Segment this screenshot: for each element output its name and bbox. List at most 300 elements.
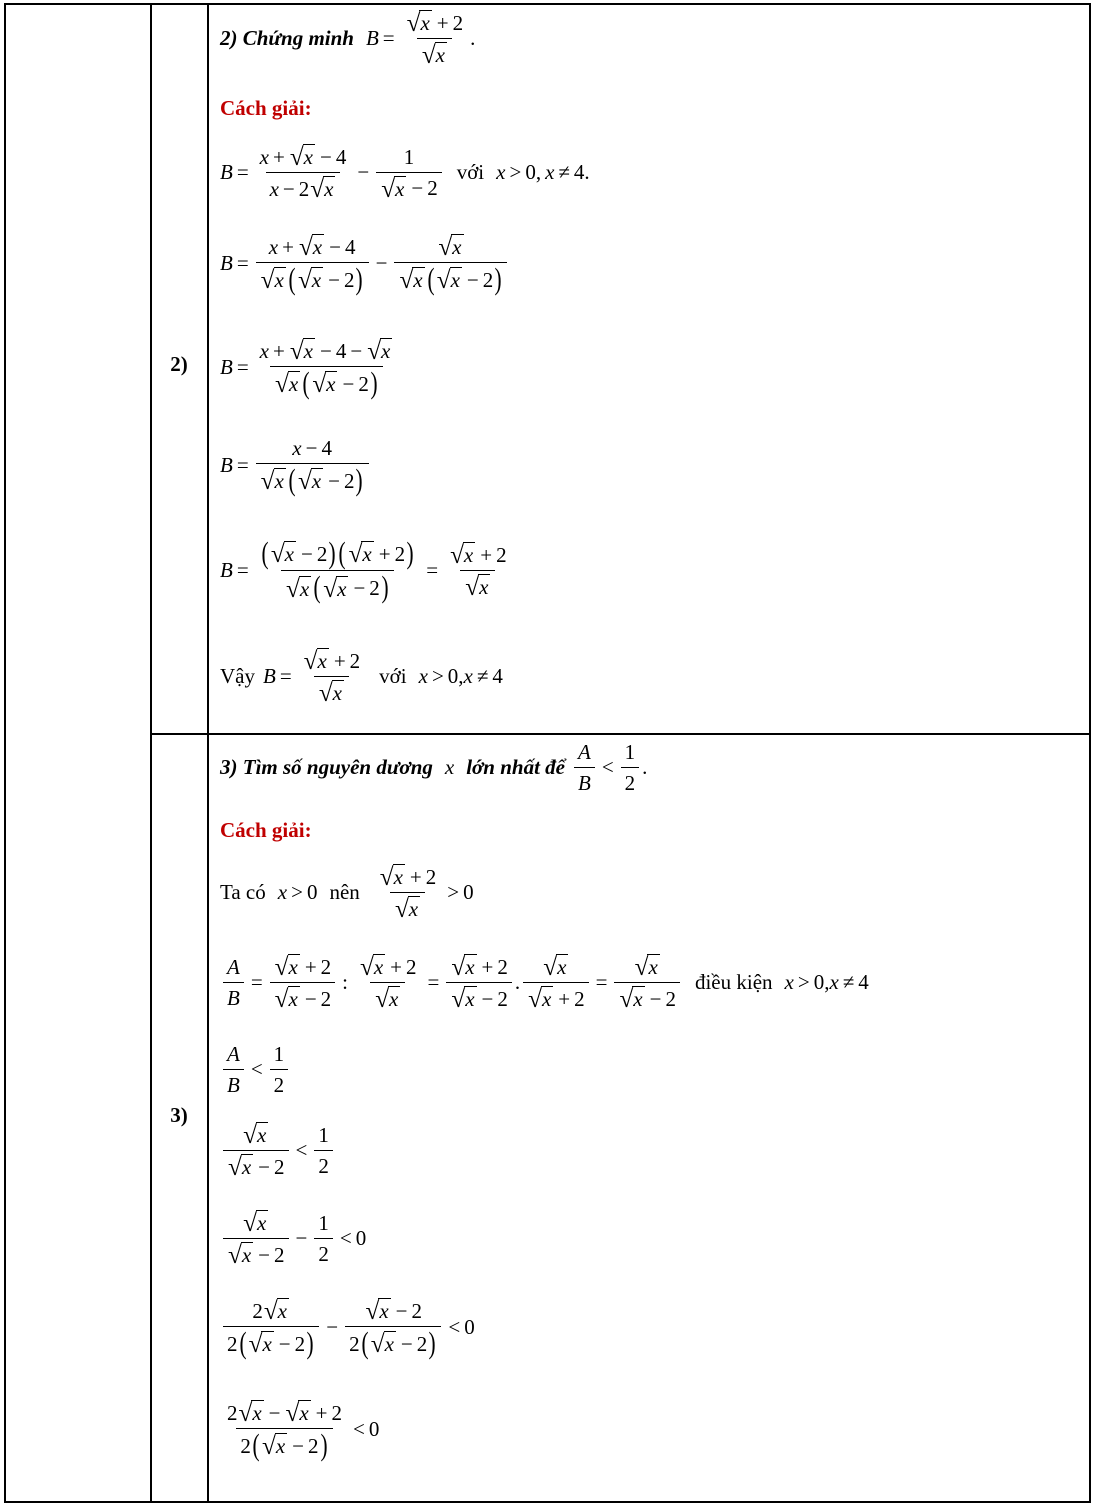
parenthesis: ) [381, 570, 389, 605]
radical-sign: √ [289, 338, 304, 365]
math-token: ≠ [558, 160, 570, 185]
math-token: − [304, 986, 317, 1011]
fraction [614, 954, 680, 1014]
math-token: = [426, 558, 439, 583]
parenthesis: ( [252, 1428, 260, 1463]
math-token: − [328, 468, 340, 493]
fraction [523, 954, 589, 1014]
math-token: 2 [318, 1242, 329, 1267]
radical-sign: √ [438, 234, 453, 261]
numerator [223, 1400, 346, 1428]
radical-sign: √ [528, 986, 542, 1014]
math-token: 2 [273, 1073, 285, 1098]
numerator [238, 1210, 273, 1238]
math-token: = [236, 452, 249, 477]
math-token: ≠ [476, 664, 489, 689]
fraction [223, 1122, 289, 1182]
square-root [360, 954, 385, 979]
math-token: x [259, 338, 269, 363]
radical-sign: √ [263, 1298, 278, 1325]
square-root [451, 954, 476, 979]
math-token: − [300, 541, 313, 566]
math-token: − [329, 234, 341, 259]
radical-sign: √ [260, 267, 275, 295]
numerator [270, 1042, 289, 1069]
square-root [243, 1210, 268, 1235]
parenthesis: ) [370, 366, 378, 401]
fraction [394, 234, 507, 297]
denominator [256, 262, 369, 297]
conclusion-2 [220, 648, 503, 708]
math-token: = [236, 355, 249, 380]
math-token: 2 [358, 371, 369, 396]
var: B [365, 26, 379, 51]
radical-sign: √ [381, 175, 396, 203]
math-token: 2 [497, 986, 508, 1011]
square-root [421, 42, 447, 70]
square-root [262, 1433, 287, 1461]
question-3 [220, 740, 647, 795]
radical-sign: √ [228, 1154, 242, 1182]
parenthesis: ) [428, 1326, 436, 1361]
numerator [256, 338, 398, 366]
math-token: x [393, 865, 403, 889]
radical-sign: √ [394, 896, 409, 924]
square-root [260, 267, 286, 295]
math-token: . [514, 970, 521, 995]
math-token: − [342, 371, 355, 396]
square-root [323, 576, 348, 601]
math-token: x [395, 176, 405, 201]
fraction [446, 954, 512, 1014]
math-token: x [545, 160, 555, 185]
math-token: − [305, 436, 318, 460]
math-token: 2 [320, 954, 332, 979]
math-token: 0 [525, 160, 536, 185]
denominator [614, 982, 680, 1014]
math-token: = [427, 970, 440, 995]
denominator [314, 676, 349, 708]
math-token: 4 [335, 144, 347, 169]
radical-sign: √ [465, 574, 480, 602]
math-token: 2 [349, 648, 361, 673]
square-root [270, 541, 296, 569]
math-token: 2 [394, 541, 406, 566]
math-token: x [288, 372, 299, 397]
fraction [345, 1298, 441, 1361]
radical-sign: √ [543, 954, 558, 981]
math-token: A [227, 955, 240, 980]
math-token: 1 [318, 1123, 329, 1148]
denominator [390, 892, 425, 924]
math-token: x [332, 681, 342, 706]
radical-sign: √ [274, 986, 289, 1014]
radical-sign: √ [243, 1210, 257, 1237]
denominator [281, 570, 394, 605]
math-token: 2 [252, 1298, 263, 1323]
math-token: x [241, 1243, 252, 1268]
math-token: − [295, 1226, 308, 1251]
math-token: < [353, 1417, 365, 1442]
math-token: 2 [240, 1433, 251, 1458]
square-root [286, 1400, 311, 1425]
math-token: ≠ [842, 970, 855, 995]
radical-sign: √ [297, 267, 312, 295]
fraction [223, 1298, 319, 1361]
numerator [621, 740, 640, 767]
math-token: + [273, 338, 285, 363]
math-token: − [292, 1433, 304, 1458]
math-token: x [303, 145, 313, 169]
math-token: x [373, 955, 384, 979]
square-root [381, 176, 406, 201]
math-token: = [595, 970, 608, 995]
math-token: − [328, 267, 340, 292]
radical-sign: √ [248, 1331, 263, 1359]
square-root [451, 986, 476, 1014]
math-token: 2 [318, 1154, 329, 1179]
math-token: x [435, 43, 445, 68]
square-root [228, 1154, 253, 1182]
math-token: B [227, 1073, 240, 1098]
square-root [619, 986, 644, 1014]
math-token: + [480, 542, 493, 567]
denominator [523, 982, 589, 1014]
math-token: B [578, 771, 591, 796]
fraction [223, 955, 244, 1010]
numerator [361, 1298, 427, 1326]
math-token: − [411, 176, 424, 201]
square-root [243, 1122, 268, 1147]
math-token: 2 [316, 541, 328, 566]
math-token: B [227, 986, 240, 1011]
math-token: 2 [227, 1331, 238, 1356]
math-token: 4 [335, 338, 347, 363]
math-token: − [649, 986, 662, 1011]
math-token: 2 [665, 986, 676, 1011]
fraction [270, 1042, 289, 1097]
math-token: x [324, 177, 334, 202]
math-token: x [268, 234, 279, 259]
math-token: x [299, 576, 310, 601]
math-token: x [413, 268, 423, 293]
math-token: 2 [227, 1400, 238, 1425]
step-3-4 [220, 1122, 336, 1182]
math-token: 2 [343, 267, 355, 292]
square-root [275, 954, 300, 979]
math-token: = [279, 664, 292, 689]
radical-sign: √ [451, 986, 466, 1014]
parenthesis: ( [338, 536, 347, 570]
step-2-2 [220, 234, 510, 297]
question-text: lớn nhất để [466, 755, 565, 780]
math-token: . [642, 755, 648, 780]
math-token: − [258, 1154, 270, 1179]
radical-sign: √ [348, 541, 363, 569]
parenthesis: ) [355, 262, 364, 297]
fraction [299, 648, 365, 708]
math-token: x [277, 1299, 287, 1323]
step-3-2 [220, 954, 869, 1014]
denominator [223, 1150, 289, 1182]
denominator [223, 1069, 244, 1097]
square-root [312, 371, 337, 399]
math-token: B [263, 664, 276, 689]
math-token: x [418, 664, 428, 689]
math-token: x [829, 970, 839, 995]
math-token: B [220, 355, 233, 380]
math-token: x [277, 880, 288, 905]
parenthesis: ) [306, 1326, 314, 1361]
math-token: x [275, 1434, 286, 1459]
denominator [266, 172, 341, 204]
radical-sign: √ [375, 986, 390, 1014]
math-token: 2 [497, 954, 508, 979]
math-token: x [541, 987, 552, 1012]
numerator [355, 954, 421, 982]
math-token: . [470, 26, 476, 51]
math-token: + [273, 144, 285, 169]
parenthesis: ( [313, 570, 321, 605]
radical-sign: √ [285, 575, 300, 603]
math-token: + [378, 541, 391, 566]
math-token: điều kiện [694, 970, 773, 995]
math-token: 2 [308, 1433, 319, 1458]
denominator [370, 982, 405, 1014]
question-text: 2) Chứng minh [220, 26, 354, 51]
parenthesis: ) [494, 262, 502, 297]
math-token: , [535, 160, 542, 185]
numerator [223, 955, 244, 982]
math-token: 2 [369, 576, 380, 601]
square-root [304, 648, 329, 673]
math-token: B [220, 452, 233, 477]
fraction [256, 536, 420, 605]
math-token: 2 [331, 1400, 342, 1425]
parenthesis: ) [320, 1428, 328, 1463]
radical-sign: √ [303, 648, 318, 675]
math-token: − [400, 1331, 413, 1356]
math-token: x [259, 144, 269, 169]
math-token: x [299, 1401, 309, 1425]
numerator [538, 954, 573, 982]
fraction [376, 145, 442, 201]
square-root [367, 338, 392, 363]
fraction [256, 144, 351, 204]
column-divider-2 [207, 3, 209, 1503]
numerator [400, 145, 419, 172]
parenthesis: ( [288, 262, 296, 297]
radical-sign: √ [270, 541, 285, 569]
math-token: > [291, 880, 303, 905]
math-token: Ta có [220, 880, 266, 905]
square-root [310, 176, 335, 204]
denominator [223, 982, 244, 1010]
radical-sign: √ [297, 468, 312, 496]
fraction [375, 864, 441, 924]
math-token: x [288, 987, 298, 1012]
fraction [223, 1042, 244, 1097]
math-token: − [375, 251, 388, 276]
math-token: 4 [573, 160, 585, 185]
math-token: 1 [624, 740, 636, 764]
parenthesis: ( [302, 366, 310, 401]
radical-sign: √ [451, 954, 466, 981]
math-token: 2 [320, 986, 332, 1011]
math-token: x [252, 1401, 262, 1425]
math-token: + [436, 10, 449, 35]
math-token: − [395, 1298, 408, 1323]
numerator [630, 954, 665, 982]
denominator [376, 172, 442, 201]
math-token: x [452, 235, 462, 259]
square-root [286, 576, 311, 601]
parenthesis: ) [406, 536, 414, 570]
square-root [543, 954, 568, 979]
math-token: B [220, 251, 233, 276]
square-root [299, 234, 324, 259]
math-token: x [557, 955, 567, 979]
numerator [375, 864, 441, 892]
math-token: x [311, 268, 322, 293]
math-token: x [450, 268, 460, 293]
op: = [382, 26, 395, 51]
math-token: − [466, 267, 479, 292]
numerator [402, 10, 468, 38]
denominator [223, 1326, 319, 1361]
math-token: x [463, 664, 473, 689]
denominator [314, 1238, 333, 1266]
math-token: = [250, 970, 263, 995]
math-token: < [339, 1226, 352, 1251]
radical-sign: √ [436, 267, 451, 295]
math-token: x [465, 987, 475, 1012]
parenthesis: ( [361, 1326, 369, 1361]
numerator [433, 234, 468, 262]
fraction [355, 954, 421, 1014]
math-token: x [274, 469, 284, 494]
question-text: 3) Tìm số nguyên dương [220, 755, 433, 780]
numerator [445, 542, 511, 570]
square-root [290, 144, 315, 169]
math-token: Vậy [220, 664, 255, 689]
square-root [375, 986, 400, 1014]
math-token: − [326, 1315, 339, 1340]
radical-sign: √ [310, 176, 325, 204]
radical-sign: √ [260, 468, 275, 496]
math-token: 4 [321, 436, 332, 460]
math-token: x [648, 955, 658, 979]
radical-sign: √ [238, 1400, 253, 1427]
math-token: x [326, 372, 336, 397]
square-root [436, 267, 462, 295]
square-root [366, 1298, 391, 1323]
math-token: x [389, 987, 399, 1012]
math-token: 2 [425, 864, 437, 889]
math-token: x [384, 1332, 394, 1357]
parenthesis: ( [288, 463, 296, 498]
radical-sign: √ [285, 1400, 300, 1427]
square-root [370, 1331, 396, 1359]
math-token: 0 [368, 1417, 380, 1442]
square-root [274, 986, 300, 1014]
math-token: 2 [416, 1331, 428, 1356]
square-root [528, 986, 553, 1014]
math-token: + [558, 986, 571, 1011]
denominator [394, 262, 507, 297]
denominator [270, 1069, 289, 1097]
math-token: , [824, 970, 830, 995]
math-token: 4 [344, 234, 356, 259]
square-root [297, 468, 323, 496]
radical-sign: √ [318, 680, 333, 708]
math-token: x [496, 160, 506, 185]
square-root [399, 267, 424, 295]
math-token: 2 [274, 1242, 285, 1267]
step-3-7 [220, 1400, 380, 1463]
math-token: x [479, 575, 489, 600]
denominator [314, 1150, 333, 1178]
math-token: = [236, 251, 249, 276]
math-token: + [315, 1400, 328, 1425]
math-token: > [797, 970, 810, 995]
math-token: 0 [306, 880, 318, 905]
radical-sign: √ [289, 144, 304, 171]
numerator [256, 536, 420, 570]
math-token: = [236, 558, 249, 583]
row-label-2: 2) [170, 352, 188, 376]
parenthesis: ) [355, 463, 364, 498]
math-token: x [337, 576, 347, 601]
denominator [270, 982, 336, 1014]
math-token: 0 [464, 1315, 475, 1340]
step-2-1 [220, 144, 590, 204]
radical-sign: √ [228, 1242, 242, 1270]
method-heading-3: Cách giải: [220, 818, 312, 842]
fraction [223, 1400, 346, 1463]
math-token: 0 [813, 970, 825, 995]
math-token: x [317, 649, 327, 673]
math-token: , [458, 664, 464, 689]
math-token: 2 [294, 1331, 306, 1356]
math-token: với [456, 160, 485, 185]
math-token: B [220, 160, 233, 185]
math-token: − [278, 1331, 291, 1356]
parenthesis: ( [427, 262, 435, 297]
math-token: + [390, 954, 403, 979]
math-token: < [448, 1315, 461, 1340]
math-token: B [220, 558, 233, 583]
step-2-4 [220, 436, 372, 498]
math-token: 0 [447, 664, 459, 689]
math-token: x [274, 268, 284, 293]
radical-sign: √ [243, 1122, 257, 1149]
math-token: A [578, 740, 591, 764]
denominator [417, 38, 452, 70]
radical-sign: √ [370, 1331, 385, 1359]
math-token: > [509, 160, 522, 185]
radical-sign: √ [634, 954, 649, 981]
numerator [299, 648, 365, 676]
square-root [228, 1242, 253, 1270]
method-heading-2: Cách giải: [220, 96, 312, 120]
numerator [238, 1122, 273, 1150]
square-root [248, 1331, 274, 1359]
math-token: 4 [492, 664, 503, 689]
math-token: 1 [318, 1211, 329, 1236]
numerator [223, 1042, 244, 1069]
math-token: x [241, 1155, 252, 1180]
